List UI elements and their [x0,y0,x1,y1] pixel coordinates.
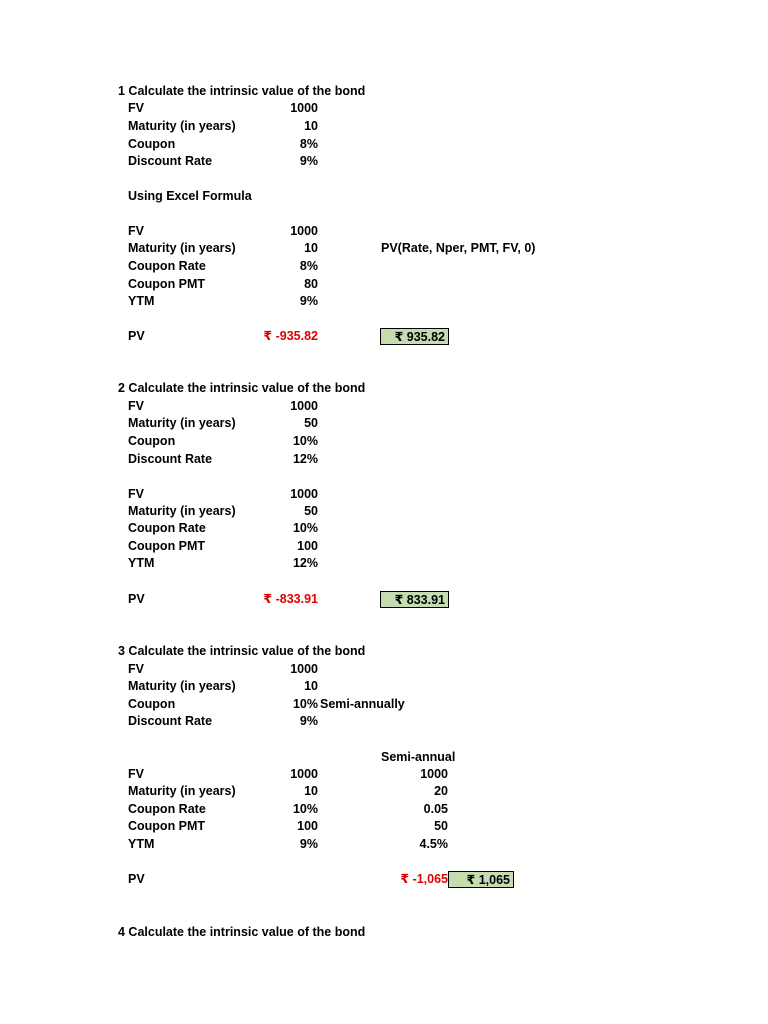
q3-value-fv: 1000 [290,662,318,676]
q2-label-coupon: Coupon [128,434,176,448]
q3-pv-value: ₹ -1,065 [400,872,448,886]
q1-calc-value-ytm: 9% [299,294,318,308]
q1-value-discount-rate: 9% [299,154,318,168]
q3-label-discount-rate: Discount Rate [128,714,213,728]
q1-calc-value-fv: 1000 [290,224,318,238]
q3-heading: 3 Calculate the intrinsic value of the bond [118,644,366,658]
q3-calc-semi-coupon-pmt: 50 [434,819,448,833]
q2-calc-value-maturity: 50 [304,504,318,518]
q3-calc-label-coupon-rate: Coupon Rate [128,802,206,816]
q3-calc-value-fv: 1000 [290,767,318,781]
q3-calc-label-maturity: Maturity (in years) [128,784,236,798]
q2-label-maturity: Maturity (in years) [128,416,236,430]
q2-calc-label-coupon-pmt: Coupon PMT [128,539,206,553]
q2-pv-result-cell[interactable]: ₹ 833.91 [380,591,449,608]
q2-calc-value-fv: 1000 [290,487,318,501]
q3-calc-semi-ytm: 4.5% [419,837,448,851]
q1-value-fv: 1000 [290,101,318,115]
q2-value-discount-rate: 12% [292,452,318,466]
q3-calc-label-ytm: YTM [128,837,155,851]
q2-calc-label-maturity: Maturity (in years) [128,504,236,518]
q1-pv-value: ₹ -935.82 [263,329,318,343]
q2-calc-label-coupon-rate: Coupon Rate [128,521,206,535]
q3-calc-value-coupon-rate: 10% [292,802,318,816]
q1-formula: PV(Rate, Nper, PMT, FV, 0) [381,241,536,255]
q1-calc-label-fv: FV [128,224,144,238]
q3-calc-value-coupon-pmt: 100 [297,819,318,833]
q2-value-fv: 1000 [290,399,318,413]
q3-calc-value-maturity: 10 [304,784,318,798]
q1-label-fv: FV [128,101,144,115]
q1-pv-result-cell[interactable]: ₹ 935.82 [380,328,449,345]
q2-pv-value: ₹ -833.91 [263,592,318,606]
q1-heading: 1 Calculate the intrinsic value of the bond [118,84,366,98]
q2-value-coupon: 10% [292,434,318,448]
q1-calc-value-maturity: 10 [304,241,318,255]
q3-value-discount-rate: 9% [299,714,318,728]
q1-label-discount-rate: Discount Rate [128,154,213,168]
q3-calc-value-ytm: 9% [299,837,318,851]
q3-label-maturity: Maturity (in years) [128,679,236,693]
q3-value-maturity: 10 [304,679,318,693]
q2-calc-value-coupon-pmt: 100 [297,539,318,553]
q1-calc-label-coupon-rate: Coupon Rate [128,259,206,273]
q3-pv-result-cell[interactable]: ₹ 1,065 [448,871,514,888]
q1-label-coupon: Coupon [128,137,176,151]
q3-pv-label: PV [128,872,145,886]
q3-calc-semi-maturity: 20 [434,784,448,798]
q3-calc-label-coupon-pmt: Coupon PMT [128,819,206,833]
q1-calc-label-maturity: Maturity (in years) [128,241,236,255]
q1-calc-label-coupon-pmt: Coupon PMT [128,277,206,291]
q3-label-coupon: Coupon [128,697,176,711]
q3-value-coupon: 10% [292,697,318,711]
q4-heading: 4 Calculate the intrinsic value of the bond [118,925,366,939]
q2-label-fv: FV [128,399,144,413]
q3-calc-label-fv: FV [128,767,144,781]
q1-pv-label: PV [128,329,145,343]
q2-calc-value-ytm: 12% [292,556,318,570]
q1-calc-value-coupon-rate: 8% [299,259,318,273]
q2-pv-label: PV [128,592,145,606]
q1-calc-label-ytm: YTM [128,294,155,308]
q3-semi-heading: Semi-annual [381,750,456,764]
q1-excel-heading: Using Excel Formula [128,189,252,203]
q1-label-maturity: Maturity (in years) [128,119,236,133]
q2-label-discount-rate: Discount Rate [128,452,213,466]
q2-calc-value-coupon-rate: 10% [292,521,318,535]
q1-value-maturity: 10 [304,119,318,133]
q3-calc-semi-coupon-rate: 0.05 [423,802,448,816]
q2-calc-label-fv: FV [128,487,144,501]
q1-value-coupon: 8% [299,137,318,151]
q2-calc-label-ytm: YTM [128,556,155,570]
q3-coupon-note: Semi-annually [320,697,405,711]
q2-heading: 2 Calculate the intrinsic value of the bond [118,381,366,395]
q1-calc-value-coupon-pmt: 80 [304,277,318,291]
q2-value-maturity: 50 [304,416,318,430]
q3-label-fv: FV [128,662,144,676]
q3-calc-semi-fv: 1000 [420,767,448,781]
